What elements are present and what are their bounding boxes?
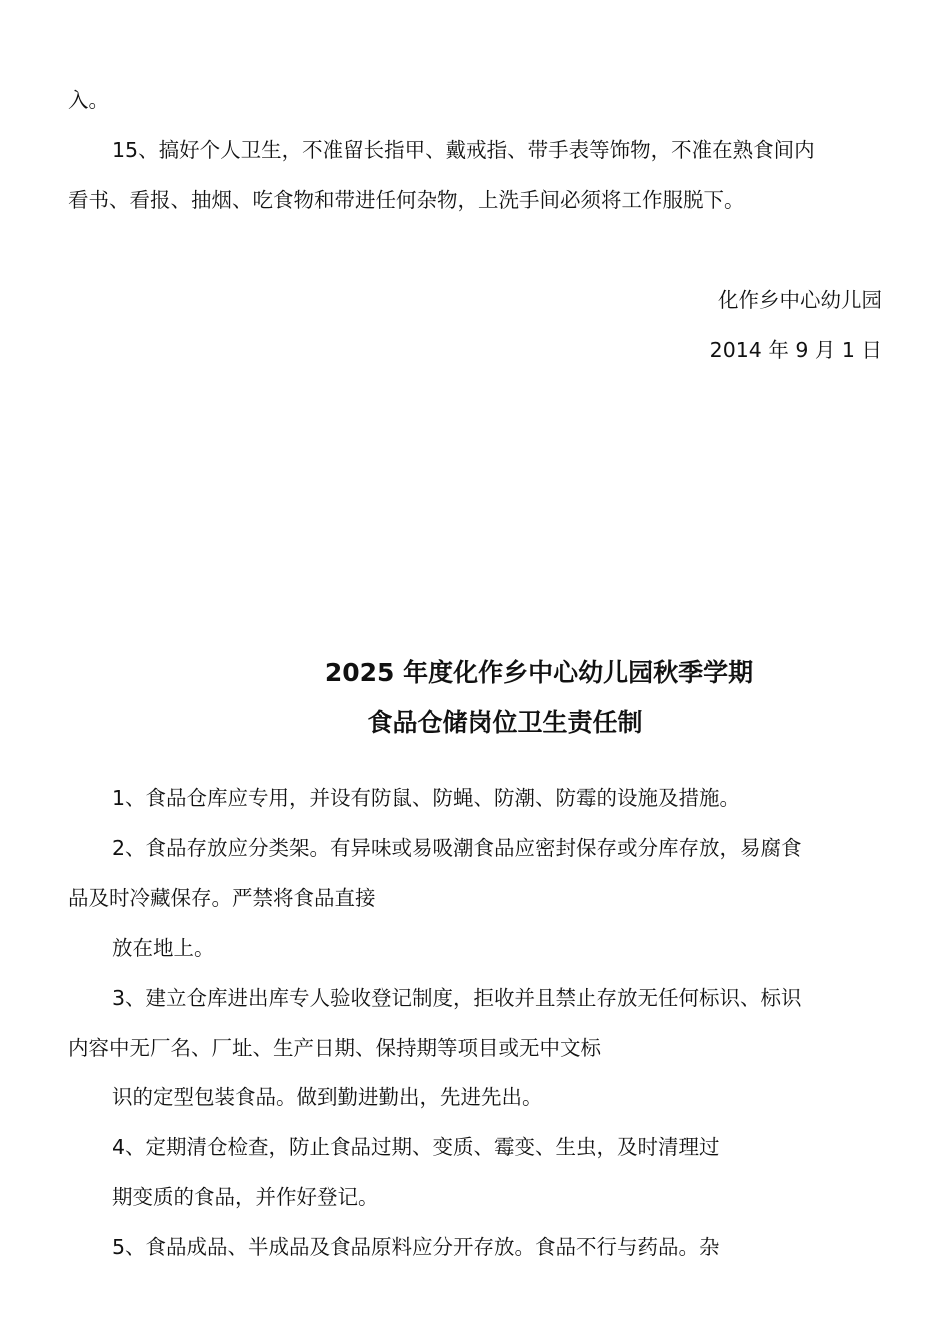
paragraph-line: 内容中无厂名、厂址、生产日期、保持期等项目或无中文标 bbox=[68, 1036, 601, 1060]
section-title-line2: 食品仓储岗位卫生责任制 bbox=[367, 708, 643, 737]
paragraph-line: 2、食品存放应分类架。有异味或易吸潮食品应密封保存或分库存放，易腐食 bbox=[112, 836, 802, 860]
paragraph-line: 4、定期清仓检查，防止食品过期、变质、霉变、生虫，及时清理过 bbox=[112, 1135, 720, 1159]
paragraph-line: 入。 bbox=[68, 88, 109, 112]
paragraph-line: 看书、看报、抽烟、吃食物和带进任何杂物，上洗手间必须将工作服脱下。 bbox=[68, 188, 745, 212]
paragraph-line: 放在地上。 bbox=[112, 936, 215, 960]
section-title-line1: 2025 年度化作乡中心幼儿园秋季学期 bbox=[324, 658, 754, 687]
paragraph-line: 5、食品成品、半成品及食品原料应分开存放。食品不行与药品。杂 bbox=[112, 1235, 720, 1259]
signature-date: 2014 年 9 月 1 日 bbox=[709, 338, 882, 362]
signature-org: 化作乡中心幼儿园 bbox=[718, 288, 882, 312]
paragraph-line: 15、搞好个人卫生，不准留长指甲、戴戒指、带手表等饰物，不准在熟食间内 bbox=[112, 138, 815, 162]
paragraph-line: 3、建立仓库进出库专人验收登记制度，拒收并且禁止存放无任何标识、标识 bbox=[112, 986, 802, 1010]
paragraph-line: 期变质的食品，并作好登记。 bbox=[112, 1185, 379, 1209]
paragraph-line: 1、食品仓库应专用，并设有防鼠、防蝇、防潮、防霉的设施及措施。 bbox=[112, 786, 741, 810]
paragraph-line: 品及时冷藏保存。严禁将食品直接 bbox=[68, 886, 376, 910]
paragraph-line: 识的定型包装食品。做到勤进勤出，先进先出。 bbox=[112, 1085, 543, 1109]
